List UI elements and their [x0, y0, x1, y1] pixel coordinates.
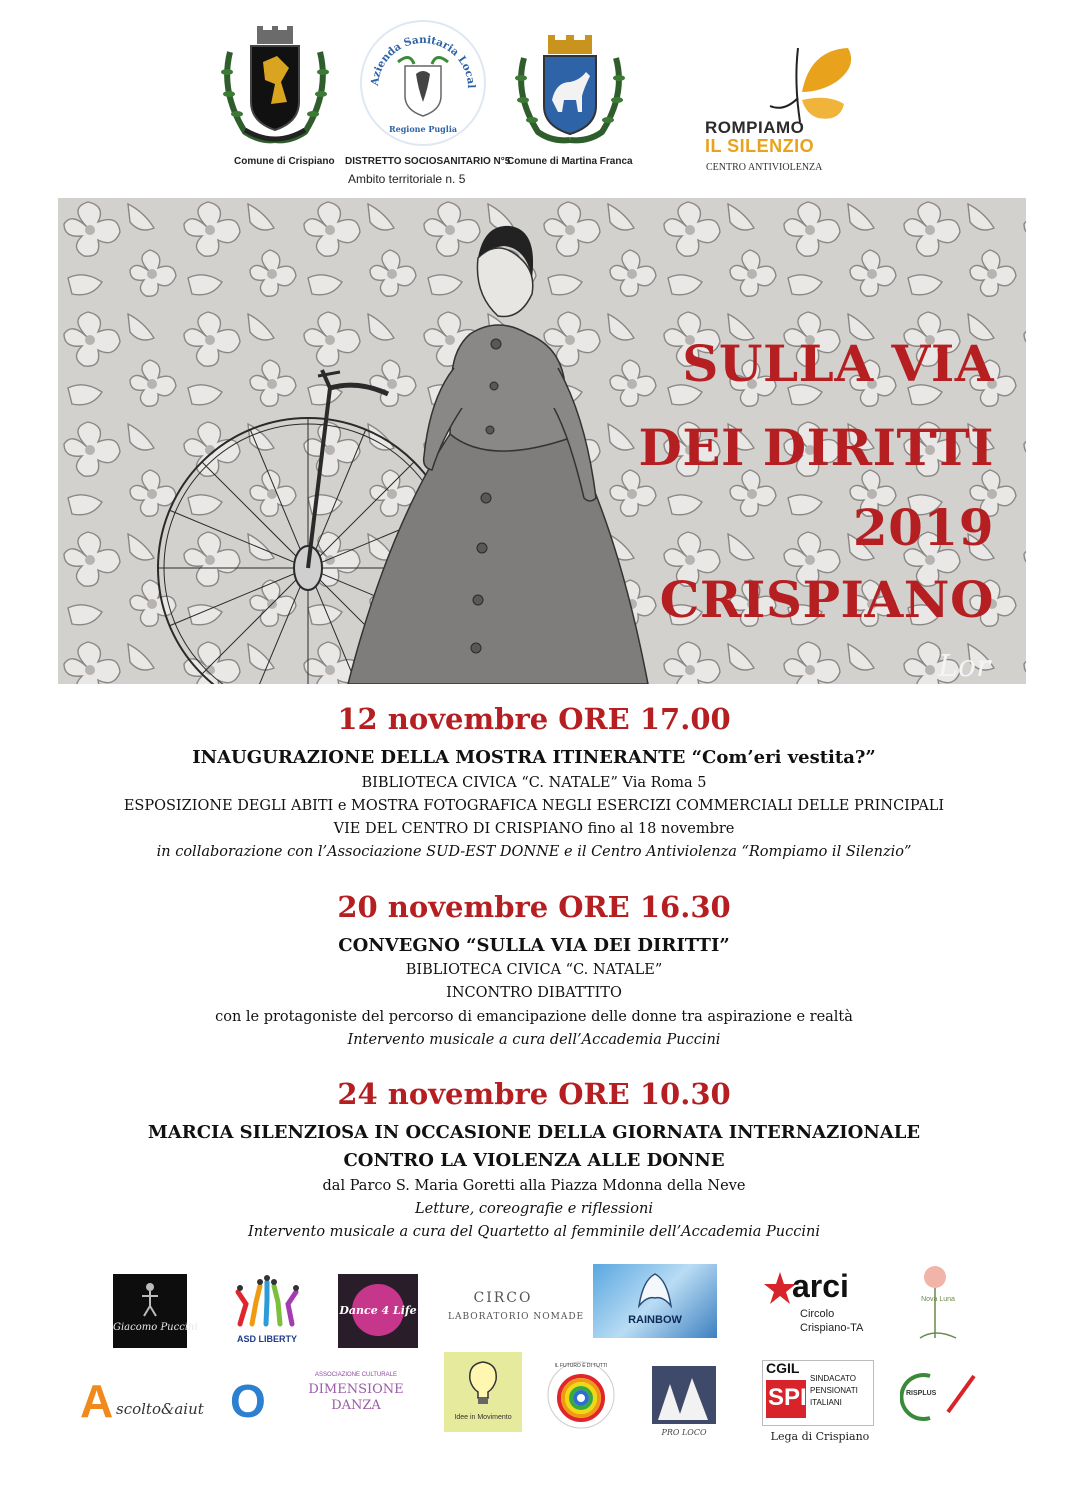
- dimensione-top: ASSOCIAZIONE CULTURALE: [315, 1372, 397, 1378]
- rainbow-logo: [593, 1264, 717, 1338]
- crispiano-crest-icon: [215, 22, 335, 152]
- dimensione-danza-logo: [306, 1370, 406, 1434]
- event1-line2: ESPOSIZIONE DEGLI ABITI e MOSTRA FOTOGRAFICA NEGLI ESERCIZI COMMERCIALI DELLE PRINCIPALI: [123, 798, 945, 814]
- wolf-icon: [633, 1270, 677, 1310]
- futuro-di-tutti-logo: [546, 1360, 616, 1430]
- asd-liberty-logo: [230, 1274, 304, 1348]
- cgil-t2: PENSIONATI: [810, 1386, 858, 1395]
- event3-date: 24 novembre ORE 10.30: [337, 1077, 731, 1111]
- cgil-spi-logo: [762, 1360, 878, 1444]
- rompiamo-line2: IL SILENZIO: [705, 136, 815, 156]
- risplus-swoosh-icon: [900, 1372, 980, 1422]
- pro-loco-text: PRO LOCO: [661, 1428, 707, 1437]
- rainbow-circle-icon: [546, 1360, 616, 1430]
- futuro-text: IL FUTURO È DI TUTTI: [554, 1363, 608, 1369]
- risplus-logo: [900, 1372, 980, 1422]
- circo-text: CIRCO: [473, 1290, 533, 1306]
- hero-banner: [58, 198, 1026, 684]
- cgil-text: CGIL: [766, 1360, 800, 1376]
- giacomo-puccini-text: Giacomo Puccini: [113, 1322, 198, 1333]
- arci-sub2: Crispiano-TA: [800, 1322, 864, 1334]
- event1-italic1: in collaborazione con l’Associazione SUD-EST DONNE e il Centro Antiviolenza “Rompiamo il Silenzio”: [156, 844, 912, 860]
- event2-line2: INCONTRO DIBATTITO: [446, 985, 622, 1001]
- trulli-icon: [650, 1364, 718, 1426]
- dimensione-l2: DANZA: [331, 1398, 381, 1413]
- ambito-territoriale: Ambito territoriale n. 5: [348, 172, 466, 186]
- nova-luna-logo: [900, 1258, 976, 1354]
- dancer-icon: [140, 1282, 160, 1318]
- martina-franca-caption: Comune di Martina Franca: [507, 156, 633, 167]
- asl-seal-icon: [358, 18, 488, 148]
- laboratorio-nomade-text: LABORATORIO NOMADE: [448, 1312, 585, 1322]
- circo-laboratorio-nomade-logo: [448, 1280, 585, 1340]
- ascolto-rest: scolto&aiut: [116, 1400, 204, 1418]
- dancers-icon: [230, 1274, 304, 1334]
- event3-title-line2: CONTRO LA VIOLENZA ALLE DONNE: [343, 1150, 725, 1171]
- nova-luna-text: Nova Luna: [921, 1296, 955, 1303]
- giacomo-puccini-logo: [113, 1274, 198, 1348]
- lega-di-crispiano-caption: Lega di Crispiano: [770, 1430, 870, 1443]
- event3-title-line1: MARCIA SILENZIOSA IN OCCASIONE DELLA GIORNATA INTERNAZIONALE: [147, 1122, 921, 1143]
- event1-title: INAUGURAZIONE DELLA MOSTRA ITINERANTE “Com’eri vestita?”: [192, 747, 876, 768]
- lightbulb-icon: [466, 1360, 500, 1406]
- event2-date: 20 novembre ORE 16.30: [337, 890, 731, 924]
- asl-ring-text: Azienda Sanitaria Local: [368, 33, 478, 89]
- asl-caption: DISTRETTO SOCIOSANITARIO N°5: [345, 156, 511, 167]
- rainbow-text: RAINBOW: [628, 1314, 682, 1326]
- banner-title-line3: 2019: [852, 498, 994, 557]
- event2-title: CONVEGNO “SULLA VIA DEI DIRITTI”: [338, 935, 730, 956]
- banner-title-line1: SULLA VIA: [682, 334, 994, 393]
- rompiamo-il-silenzio-logo: [700, 42, 860, 182]
- rompiamo-line1: ROMPIAMO: [705, 118, 805, 137]
- rompiamo-line3: CENTRO ANTIVIOLENZA: [706, 162, 823, 173]
- dimensione-l1: DIMENSIONE: [308, 1382, 404, 1397]
- dance4life-logo: [338, 1274, 418, 1348]
- event3-line1: dal Parco S. Maria Goretti alla Piazza Mdonna della Neve: [322, 1178, 746, 1194]
- arci-sub1: Circolo: [800, 1308, 835, 1320]
- artist-signature: Lor: [938, 649, 991, 684]
- event3-italic1: Letture, coreografie e riflessioni: [415, 1201, 653, 1217]
- event3-italic2: Intervento musicale a cura del Quartetto al femminile dell’Accademia Puccini: [248, 1224, 820, 1240]
- event2-italic1: Intervento musicale a cura dell’Accademia Puccini: [347, 1032, 721, 1048]
- event2-line3: con le protagoniste del percorso di emancipazione delle donne tra aspirazione e realtà: [215, 1009, 853, 1025]
- asl-inner-text: Regione Puglia: [388, 124, 458, 134]
- risplus-text: RISPLUS: [906, 1390, 937, 1397]
- ascolto-a: A: [80, 1375, 114, 1427]
- ascolto-aiuto-logo: [80, 1375, 280, 1428]
- idee-text: Idee in Movimento: [454, 1414, 512, 1421]
- dance4life-text: Dance 4 Life: [339, 1304, 417, 1317]
- banner-title-line2: DEI DIRITTI: [638, 418, 994, 477]
- pro-loco-logo: [650, 1364, 718, 1442]
- arci-logo: [758, 1266, 864, 1342]
- martina-franca-crest-icon: [510, 34, 630, 152]
- arci-name: arci: [792, 1268, 849, 1304]
- crispiano-caption: Comune di Crispiano: [234, 156, 335, 167]
- ascolto-o: O: [230, 1375, 266, 1427]
- event2-line1: BIBLIOTECA CIVICA “C. NATALE”: [405, 962, 663, 978]
- event1-line1: BIBLIOTECA CIVICA “C. NATALE” Via Roma 5: [361, 775, 707, 791]
- cgil-t1: SINDACATO: [810, 1374, 856, 1383]
- spi-text: SPI: [768, 1384, 807, 1411]
- cgil-t3: ITALIANI: [810, 1398, 842, 1407]
- asd-liberty-text: ASD LIBERTY: [236, 1334, 297, 1344]
- event1-date: 12 novembre ORE 17.00: [337, 702, 731, 736]
- event1-line3: VIE DEL CENTRO DI CRISPIANO fino al 18 novembre: [333, 821, 735, 837]
- banner-title-line4: CRISPIANO: [659, 570, 994, 629]
- idee-in-movimento-logo: [444, 1352, 522, 1432]
